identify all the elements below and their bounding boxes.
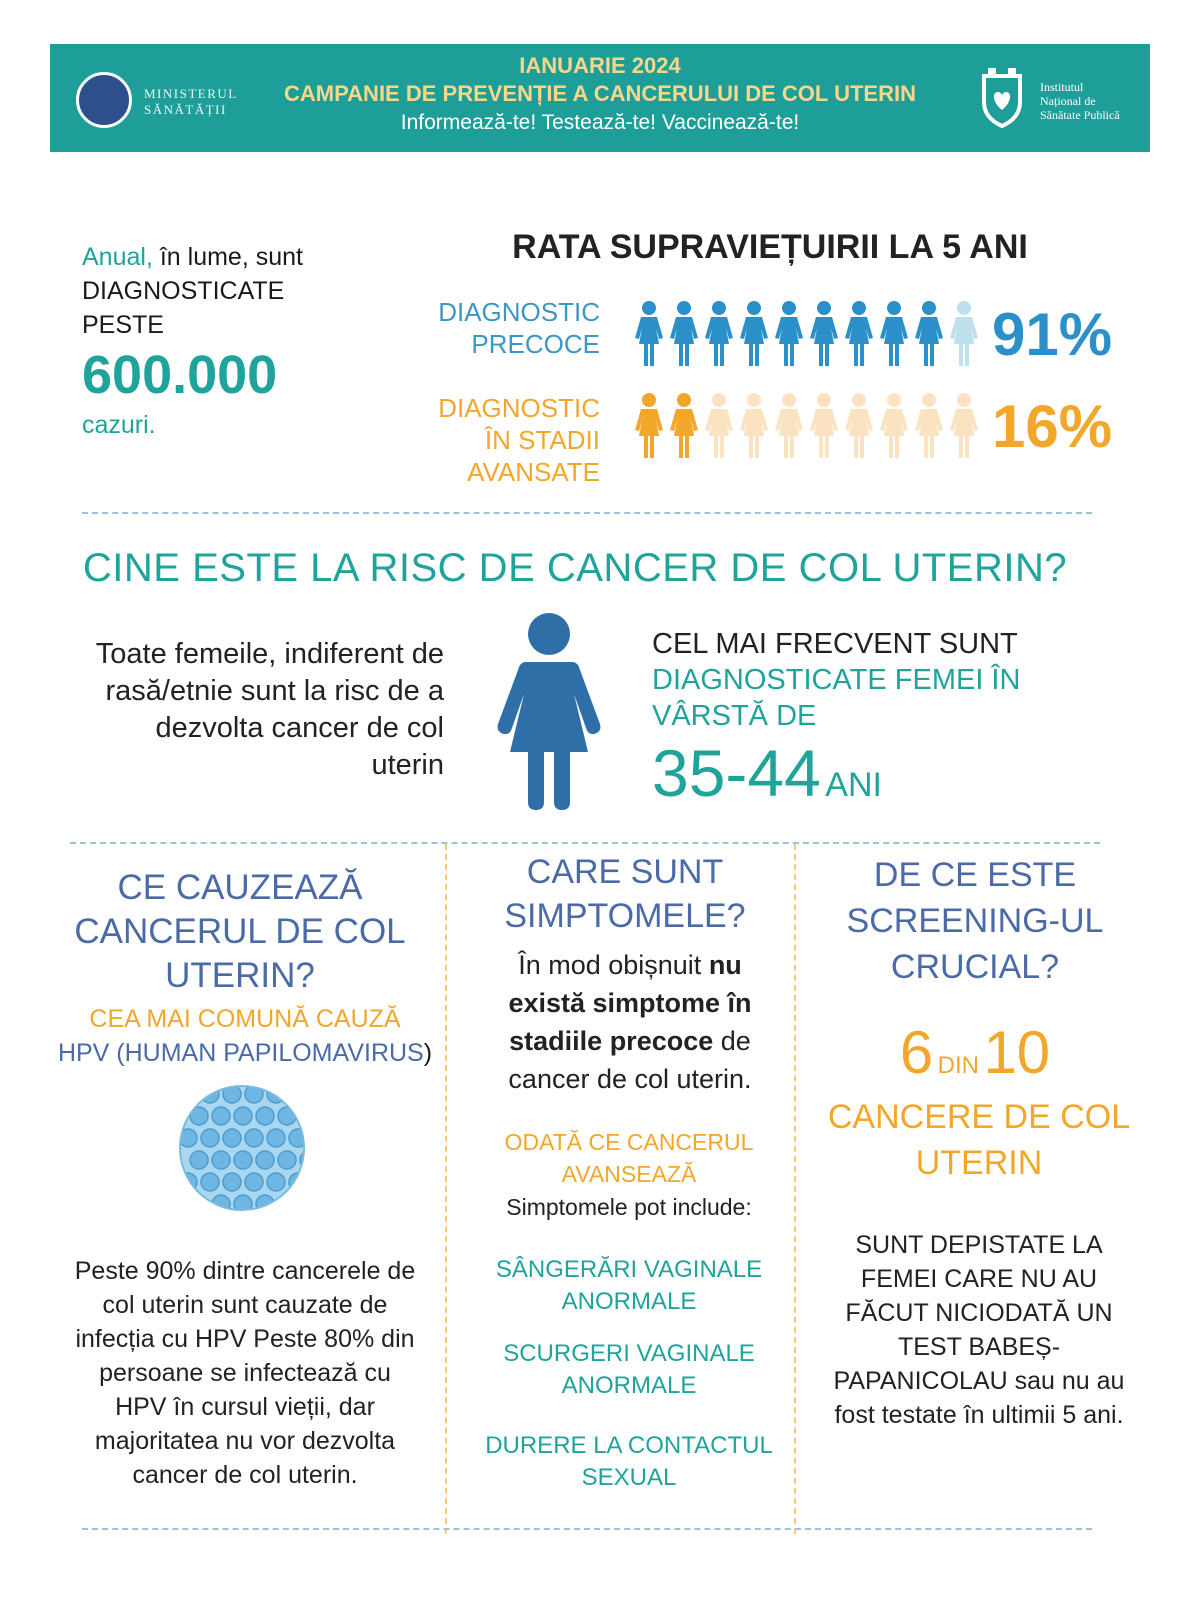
screening-body: SUNT DEPISTATE LA FEMEI CARE NU AU FĂCUT NICIODATĂ UN TEST BABEȘ-PAPANICOLAU sau nu au fost testate în ultimii 5 ani. [833,1231,1125,1429]
cases-unit: cazuri. [82,411,156,439]
person-figure-icon [915,393,943,458]
ministry-label [144,86,238,118]
virus-particle [278,1107,296,1125]
cause-sub-2: HPV (HUMAN PAPILOMAVIRUS [57,1039,424,1067]
virus-particle [245,1129,263,1147]
person-figure-icon [670,393,698,458]
cause-sub-2-end: ) [423,1039,433,1067]
risk-title: CINE ESTE LA RISC DE CANCER DE COL UTERIN? [82,546,1068,590]
person-figure-icon [775,301,803,366]
screening-stat-label: CANCERE DE COL UTERIN [827,1098,1131,1182]
annual-cases-block [82,240,342,442]
virus-particle [267,1129,285,1147]
person-figure-icon [950,393,978,458]
person-figure-icon [880,393,908,458]
age-range: 35-44 [652,736,821,810]
section-divider [70,842,1100,844]
person-figure-icon [950,301,978,366]
advanced-label: ODATĂ CE CANCERUL AVANSEAZĂ [504,1129,754,1187]
section-divider [82,1528,1092,1530]
screening-title: DE CE ESTE SCREENING-UL CRUCIAL? [846,856,1104,986]
virus-particle [201,1173,219,1191]
virus-particle [223,1129,241,1147]
virus-particle [300,1107,306,1125]
screening-stat [820,1018,1130,1088]
person-figure-icon [810,301,838,366]
institute-line-1: Institutul [1040,80,1084,94]
virus-particle [234,1151,252,1169]
early-diagnosis-label [350,296,600,360]
early-survival-figures [635,300,985,368]
cause-subtitle [40,1002,450,1070]
virus-particle [223,1173,241,1191]
person-figure-icon [880,301,908,366]
section-divider [82,512,1092,514]
age-line-2: DIAGNOSTICATE FEMEI ÎN [652,664,1021,696]
virus-particle [201,1129,219,1147]
header-campaign: CAMPANIE DE PREVENȚIE A CANCERULUI DE COL UTERIN [284,81,916,106]
woman-icon [496,612,602,810]
person-figure-icon [635,301,663,366]
column-divider [445,844,447,1534]
virus-particle [267,1173,285,1191]
stat-ten: 10 [983,1019,1051,1086]
virus-particle [256,1107,274,1125]
symptoms-body [478,946,782,1098]
ministry-line-2: SĂNĂTĂȚII [144,102,227,117]
virus-particle [212,1151,230,1169]
person-figure-icon [705,393,733,458]
institute-logo-icon [980,66,1024,128]
person-figure-icon [705,301,733,366]
virus-icon [178,1084,306,1212]
person-figure-icon [740,393,768,458]
age-range-row [652,734,1072,812]
person-figure-icon [810,393,838,458]
header-slogan: Informează-te! Testează-te! Vaccinează-te! [400,111,800,134]
ministry-line-1: MINISTERUL [144,86,238,101]
symptom-item: DURERE LA CONTACTUL SEXUAL [485,1432,773,1491]
age-line-3: VÂRSTĂ DE [652,700,817,732]
age-line-1: CEL MAI FRECVENT SUNT [652,628,1018,660]
virus-particle [234,1107,252,1125]
diagnosed-word: DIAGNOSTICATE [82,277,285,305]
late-survival-percent: 16% [992,393,1113,460]
person-figure-icon [845,393,873,458]
age-unit: ANI [825,766,882,804]
cases-number: 600.000 [82,345,278,405]
virus-particle [300,1195,306,1212]
virus-particle [212,1107,230,1125]
symptoms-body-a: În mod obișnuit [518,950,702,980]
header-month: IANUARIE 2024 [519,53,681,78]
virus-particle [278,1151,296,1169]
person-figure-icon [635,393,663,458]
annual-intro [82,240,342,274]
stat-six: 6 [899,1019,934,1086]
advanced-sublabel: Simptomele pot include: [506,1194,752,1220]
late-survival-figures [635,392,985,460]
world-word: în lume, [159,243,249,271]
institute-label [1040,80,1120,122]
cause-body: Peste 90% dintre cancerele de col uterin sunt cauzate de infecția cu HPV Peste 80% din persoane se infectează cu HPV în cursul vieții, dar majoritatea nu vor dezvolta cancer de col uterin. [74,1257,416,1489]
person-figure-icon [775,393,803,458]
symptoms-body-c: de cancer de col uterin. [508,1026,752,1094]
campaign-header [50,44,1150,152]
risk-text: Toate femeile, indiferent de rasă/etnie sunt la risc de a dezvolta cancer de col uterin [95,638,444,781]
early-survival-percent: 91% [992,301,1113,368]
age-block [652,626,1072,812]
column-divider [794,844,796,1534]
institute-line-2: Național de [1040,94,1096,108]
person-figure-icon [915,301,943,366]
person-figure-icon [845,301,873,366]
person-figure-icon [670,301,698,366]
stat-of: DIN [937,1052,979,1079]
virus-particle [190,1151,208,1169]
symptoms-title: CARE SUNT SIMPTOMELE? [504,853,746,935]
early-line-1: DIAGNOSTIC [438,297,600,327]
late-line-2: ÎN STADII AVANSATE [467,425,600,487]
virus-particle [289,1085,306,1103]
symptom-item: SÂNGERĂRI VAGINALE ANORMALE [495,1256,763,1315]
cause-title: CE CAUZEAZĂ CANCERUL DE COL UTERIN? [74,868,406,995]
are-word: sunt [255,243,303,271]
cause-sub-1: CEA MAI COMUNĂ CAUZĂ [89,1005,401,1033]
annual-word: Anual, [82,243,153,271]
header-center [270,52,930,138]
virus-particle [256,1151,274,1169]
early-line-2: PRECOCE [471,329,600,359]
symptom-item: SCURGERI VAGINALE ANORMALE [503,1340,755,1399]
late-diagnosis-label [350,392,600,488]
survival-title: RATA SUPRAVIEȚUIRII LA 5 ANI [512,228,1028,266]
institute-line-3: Sănătate Publică [1040,108,1120,122]
late-line-1: DIAGNOSTIC [438,393,600,423]
virus-particle [245,1173,263,1191]
government-seal-icon [76,72,132,128]
symptoms-body-b: nu există simptome în stadiile precoce [508,950,752,1056]
over-word: PESTE [82,311,164,339]
virus-particle [179,1085,197,1103]
person-figure-icon [740,301,768,366]
